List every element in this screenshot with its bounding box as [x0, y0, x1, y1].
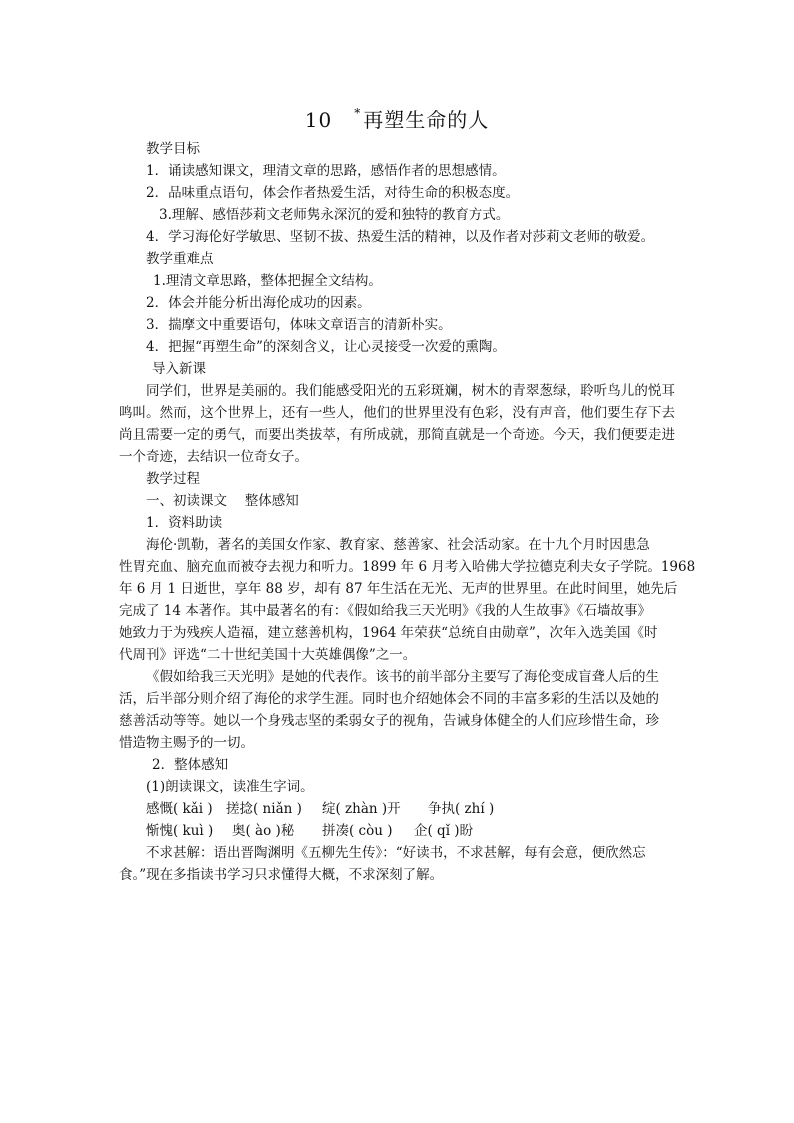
- key-points-heading: 教学重难点: [146, 251, 214, 267]
- biography-line: 年 6 月 1 日逝世，享年 88 岁，却有 87 年生活在无光、无声的世界里。在此时间里，她先后: [119, 581, 678, 597]
- vocab-item: 惭愧( kuì ): [146, 823, 214, 839]
- intro-paragraph: 同学们，世界是美丽的。我们能感受阳光的五彩斑斓，树木的青翠葱绿，聆听鸟儿的悦耳鸣叫。然而，这个世界上，还有一些人，他们的世界里没有色彩，没有声音，他们要生存下去尚且需要一定的勇气，而要出类拔萃，有所成就，那简直就是一个奇迹。今天，我们便要走进一个奇迹，去结识一位奇女子。: [119, 383, 675, 465]
- idiom-line: 不求甚解：语出晋陶渊明《五柳先生传》：“好读书，不求甚解，每有会意，便欣然忘: [146, 845, 646, 861]
- lesson-content: [119, 138, 696, 886]
- biography-line: 完成了 14 本著作。其中最著名的有：《假如给我三天光明》《我的人生故事》《石墙故事》: [119, 603, 652, 619]
- intro-heading: 导入新课: [152, 361, 206, 377]
- book-line: 活，后半部分则介绍了海伦的求学生涯。同时也介绍她体会不同的丰富多彩的生活以及她的: [119, 691, 659, 707]
- key-point-item: 3．揣摩文中重要语句，体味文章语言的清新朴实。: [146, 317, 452, 333]
- biography-line: 她致力于为残疾人造福，建立慈善机构，1964 年荣获“总统自由勋章”，次年入选美国《时: [119, 625, 658, 641]
- goal-item: 1．诵读感知课文，理清文章的思路，感悟作者的思想感情。: [146, 163, 506, 179]
- goals-heading: 教学目标: [146, 141, 200, 157]
- vocab-item: 奥( ào )秘: [232, 823, 295, 839]
- goal-item: 4．学习海伦好学敏思、坚韧不拔、热爱生活的精神，以及作者对莎莉文老师的敬爱。: [146, 229, 655, 245]
- task-read-aloud: (1)朗读课文，读准生字词。: [146, 779, 314, 795]
- vocab-row: [119, 798, 675, 820]
- biography-line: 海伦·凯勒，著名的美国女作家、教育家、慈善家、社会活动家。在十九个月时因患急: [146, 537, 650, 553]
- goal-item: 2．品味重点语句，体会作者热爱生活，对待生命的积极态度。: [146, 185, 520, 201]
- key-point-item: 1.理清文章思路，整体把握全文结构。: [153, 273, 382, 289]
- vocab-item: 感慨( kǎi ): [146, 801, 213, 817]
- vocab-row: [119, 820, 675, 842]
- idiom-line: 食。”现在多指读书学习只求懂得大概，不求深刻了解。: [119, 867, 444, 883]
- vocab-item: 争执( zhí ): [428, 801, 495, 817]
- book-line: 惜造物主赐予的一切。: [119, 735, 254, 751]
- biography-line: 性胃充血、脑充血而被夺去视力和听力。1899 年 6 月考入哈佛大学拉德克利夫女子学院。1968: [119, 559, 696, 575]
- book-paragraph: [119, 666, 675, 754]
- sub-heading-overall: 2．整体感知: [152, 757, 229, 773]
- process-heading: 教学过程: [146, 471, 200, 487]
- lesson-number: 10: [304, 108, 333, 132]
- section-one-heading: 一、初读课文 整体感知: [146, 493, 299, 509]
- goal-item: 3.理解、感悟莎莉文老师隽永深沉的爱和独特的教育方式。: [159, 207, 510, 223]
- biography-line: 代周刊》评选“二十世纪美国十大英雄偶像”之一。: [119, 647, 417, 663]
- biography-paragraph: [119, 534, 696, 666]
- idiom-paragraph: [119, 842, 675, 886]
- vocab-item: 企( qǐ )盼: [414, 823, 474, 839]
- lesson-title-text: 再塑生命的人: [363, 108, 490, 132]
- sub-heading-materials: 1．资料助读: [146, 515, 223, 531]
- vocab-item: 拼凑( còu ): [322, 823, 393, 839]
- key-point-item: 4．把握“再塑生命”的深刻含义，让心灵接受一次爱的熏陶。: [146, 339, 506, 355]
- vocab-item: 绽( zhàn )开: [322, 801, 401, 817]
- book-line: 《假如给我三天光明》是她的代表作。该书的前半部分主要写了海伦变成盲聋人后的生: [146, 669, 659, 685]
- book-line: 慈善活动等等。她以一个身残志坚的柔弱女子的视角，告诫身体健全的人们应珍惜生命，珍: [119, 713, 659, 729]
- vocab-item: 搓捻( niǎn ): [226, 801, 302, 817]
- optional-star-mark: *: [354, 106, 362, 120]
- lesson-title: [0, 104, 794, 133]
- key-point-item: 2．体会并能分析出海伦成功的因素。: [146, 295, 371, 311]
